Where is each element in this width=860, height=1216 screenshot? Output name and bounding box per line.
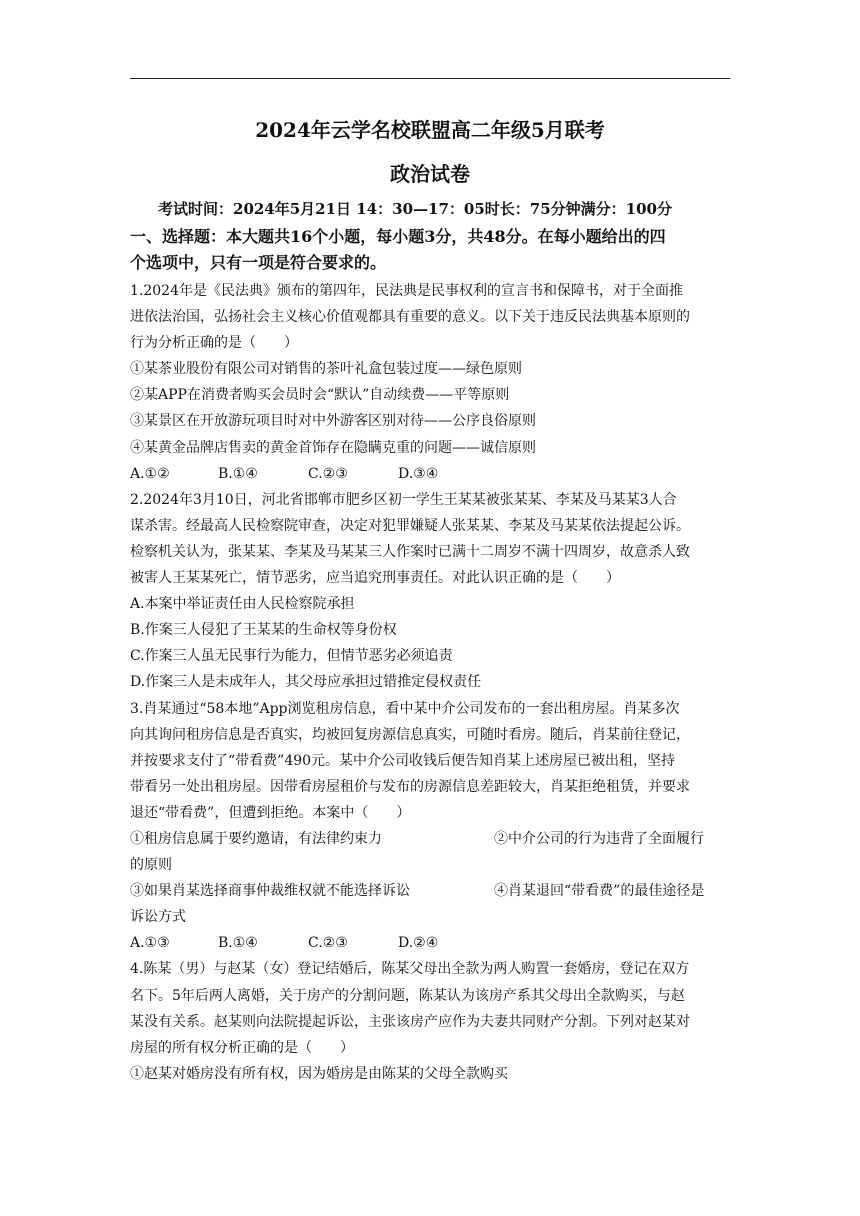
q3-stem-line: 向其询问租房信息是否真实，均被回复房源信息真实，可随时看房。随后，肖某前往登记， [130,726,690,743]
q3-stem-line: 3.肖某通过“58本地”App浏览租房信息，看中某中介公司发布的一套出租房屋。肖某多次 [130,700,680,717]
q3-item-2: ②中介公司的行为违背了全面履行 [494,830,704,847]
q3-option-a: A.①③ [130,935,170,952]
q3-item-4-cont: 诉讼方式 [130,909,186,926]
q2-stem-line: 检察机关认为，张某某、李某及马某某三人作案时已满十二周岁不满十四周岁，故意杀人致 [130,543,690,560]
q2-choice-c: C.作案三人虽无民事行为能力，但情节恶劣必须追责 [130,648,453,665]
q3-option-b: B.①④ [218,935,258,952]
q2-choice-b: B.作案三人侵犯了王某某的生命权等身份权 [130,622,397,639]
q3-item-1: ①租房信息属于要约邀请，有法律约束力 [130,830,382,847]
q2-choice-d: D.作案三人是未成年人，其父母应承担过错推定侵权责任 [130,674,482,691]
q4-item: ①赵某对婚房没有所有权，因为婚房是由陈某的父母全款购买 [130,1065,508,1082]
section-line: 一、选择题：本大题共16个小题，每小题3分，共48分。在每小题给出的四 [130,227,666,246]
q3-items-row [130,878,730,904]
q1-stem-line: 进依法治国，弘扬社会主义核心价值观都具有重要的意义。以下关于违反民法典基本原则的 [130,309,690,326]
q2-stem-line: 谋杀害。经最高人民检察院审查，决定对犯罪嫌疑人张某某、李某及马某某依法提起公诉。 [130,517,690,534]
q3-item-3: ③如果肖某选择商事仲裁维权就不能选择诉讼 [130,883,410,900]
q1-option-c: C.②③ [308,465,348,482]
q1-options [130,461,730,487]
q1-stem-line: 行为分析正确的是（ ） [130,335,298,352]
q4-stem-line: 4.陈某（男）与赵某（女）登记结婚后，陈某父母出全款为两人购置一套婚房，登记在双方 [130,961,690,978]
q2-stem-line: 2.2024年3月10日，河北省邯郸市肥乡区初一学生王某某被张某某、李某及马某某3人合 [130,491,677,508]
q3-options [130,930,730,956]
q3-option-c: C.②③ [308,935,348,952]
q4-stem-line: 房屋的所有权分析正确的是（ ） [130,1039,354,1056]
exam-info: 考试时间：2024年5月21日 14：30—17：05时长：75分钟满分：100分 [158,200,672,218]
q1-option-b: B.①④ [218,465,258,482]
exam-subtitle: 政治试卷 [390,162,470,186]
q2-stem-line: 被害人王某某死亡，情节恶劣，应当追究刑事责任。对此认识正确的是（ ） [130,570,620,587]
q3-option-d: D.②④ [398,935,439,952]
q3-stem-line: 退还“带看费”，但遭到拒绝。本案中（ ） [130,804,411,821]
question-body [130,278,730,1087]
q1-option-d: D.③④ [398,465,439,482]
section-line: 个选项中，只有一项是符合要求的。 [130,253,387,272]
q3-item-4: ④肖某退回“带看费”的最佳途径是 [494,883,705,900]
q3-item-2-cont: 的原则 [130,857,172,874]
q1-stem-line: 1.2024年是《民法典》颁布的第四年，民法典是民事权利的宣言书和保障书，对于全面推 [130,283,683,299]
q3-stem-line: 并按要求支付了“带看费”490元。某中介公司收钱后便告知肖某上述房屋已被出租，坚持 [130,752,676,769]
q1-option-a: A.①② [130,465,170,482]
q2-choice-a: A.本案中举证责任由人民检察院承担 [130,596,355,613]
q4-stem-line: 名下。5年后两人离婚，关于房产的分割问题，陈某认为该房产系其父母出全款购买，与赵 [130,987,685,1004]
section-heading [130,224,730,276]
header-rule [130,78,730,79]
q1-item: ③某景区在开放游玩项目时对中外游客区别对待——公序良俗原则 [130,413,536,430]
q1-item: ①某茶业股份有限公司对销售的茶叶礼盒包装过度——绿色原则 [130,361,522,378]
q3-stem-line: 带看另一处出租房屋。因带看房屋租价与发布的房源信息差距较大，肖某拒绝租赁，并要求 [130,778,690,795]
q1-item: ②某APP在消费者购买会员时会“默认”自动续费——平等原则 [130,387,510,404]
q3-items-row [130,826,730,852]
exam-title: 2024年云学名校联盟高二年级5月联考 [255,118,605,142]
q1-item: ④某黄金品牌店售卖的黄金首饰存在隐瞒克重的问题——诚信原则 [130,439,536,456]
q4-stem-line: 某没有关系。赵某则向法院提起诉讼，主张该房产应作为夫妻共同财产分割。下列对赵某对 [130,1013,690,1030]
